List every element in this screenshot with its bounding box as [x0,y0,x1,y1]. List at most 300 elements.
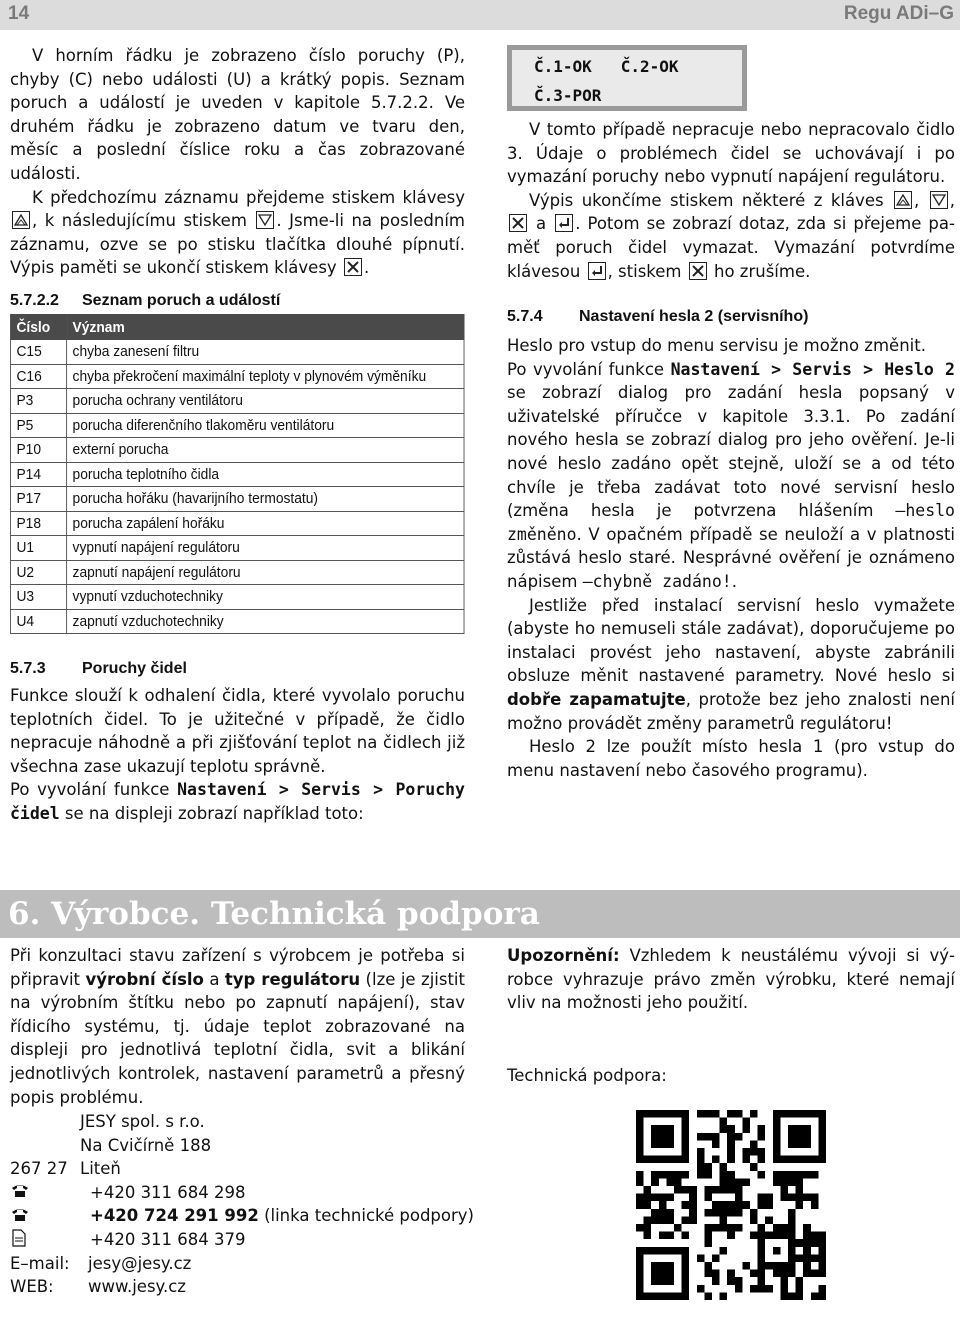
qr-module [644,1186,652,1194]
password-change-paragraph: Po vyvolání funkce Nastavení > Servis > Heslo 2 se zobrazí dialog pro zadání hesla popsaný v uživatelské příručce v kapitole 3.3.1. Po zadání nového hesla se zobrazí dialog pro jeho ověření. Je-li nové heslo zadáno opět stejně, uloží se a od této chvíle je třeba zadávat toto nové servisní heslo (změna hesla je potvrzena hlášením –heslo změněno. V opačném případě se neuloží a v platnosti zůstává heslo staré. Nesprávné ověření je oznámeno nápisem –chybně zadáno!. [507,359,955,591]
event-code: U4 [10,609,66,634]
qr-module [818,1133,826,1141]
qr-module [803,1232,811,1240]
lcd-line-1: Č.1-OK Č.2-OK [534,57,679,76]
qr-module [788,1292,796,1300]
event-code: P10 [10,438,66,463]
qr-module [704,1292,712,1300]
qr-module [735,1201,743,1209]
phone-icon [10,1182,30,1206]
qr-module [788,1216,796,1224]
qr-module [818,1270,826,1278]
qr-module [735,1133,743,1141]
qr-module [682,1285,690,1293]
event-meaning: zapnutí vzduchotechniky [67,609,464,634]
qr-module [682,1247,690,1255]
qr-module [780,1224,788,1232]
qr-module [803,1262,811,1270]
qr-module [644,1110,652,1118]
qr-module [758,1156,766,1164]
qr-module [773,1156,781,1164]
qr-module [758,1201,766,1209]
table-row [10,438,464,463]
qr-module [712,1201,720,1209]
event-code: P3 [10,389,66,414]
qr-module [674,1156,682,1164]
qr-module [742,1156,750,1164]
qr-module [636,1148,644,1156]
qr-module [796,1254,804,1262]
qr-module [651,1292,659,1300]
qr-module [674,1178,682,1186]
password-error-message: –chybně zadáno! [582,571,732,591]
qr-module [765,1216,773,1224]
qr-module [735,1285,743,1293]
qr-module [811,1239,819,1247]
qr-module [818,1148,826,1156]
qr-module [704,1224,712,1232]
qr-module [697,1285,705,1293]
qr-module [659,1110,667,1118]
qr-module [796,1110,804,1118]
qr-module [712,1270,720,1278]
qr-module [666,1125,674,1133]
qr-module [758,1171,766,1179]
qr-module [773,1110,781,1118]
qr-module [666,1247,674,1255]
qr-module [780,1262,788,1270]
event-meaning: porucha zapálení hořáku [67,511,464,536]
left-column-intro [10,44,465,280]
section-6-banner [0,890,960,938]
qr-module [720,1171,728,1179]
qr-module [682,1110,690,1118]
qr-module [773,1247,781,1255]
qr-module [666,1277,674,1285]
qr-module [796,1156,804,1164]
qr-module [636,1270,644,1278]
qr-module [811,1201,819,1209]
qr-module [773,1171,781,1179]
qr-module [773,1133,781,1141]
qr-module [750,1140,758,1148]
email-label: E–mail: [10,1253,70,1273]
qr-module [644,1201,652,1209]
qr-module [780,1156,788,1164]
qr-module [636,1201,644,1209]
qr-module [659,1247,667,1255]
section-6-title: 6. Výrobce. Technická podpora [8,896,540,932]
up-key-icon [894,191,912,209]
event-meaning: porucha diferenčního tlakoměru ventilátoru [67,413,464,438]
qr-module [689,1194,697,1202]
warning-paragraph: Upozornění: Vzhledem k neustálému vývoji si výrobce vyhrazuje právo změn výrobku, které nemají vliv na možnosti jeho použití. [507,946,955,1013]
qr-module [666,1232,674,1240]
qr-module [750,1216,758,1224]
qr-module [788,1194,796,1202]
qr-module [720,1216,728,1224]
qr-module [750,1285,758,1293]
qr-module [666,1171,674,1179]
qr-module [788,1209,796,1217]
qr-module [674,1247,682,1255]
qr-module [758,1277,766,1285]
qr-module [788,1178,796,1186]
qr-module [720,1224,728,1232]
qr-module [644,1232,652,1240]
qr-module [735,1209,743,1217]
qr-module [636,1292,644,1300]
event-code: U1 [10,536,66,561]
password-changed-message: –heslo změněno [507,501,955,544]
qr-module [720,1201,728,1209]
qr-module [704,1232,712,1240]
qr-module [682,1277,690,1285]
qr-module [773,1118,781,1126]
qr-module [758,1224,766,1232]
web-link[interactable]: www.jesy.cz [88,1277,186,1297]
qr-module [796,1171,804,1179]
qr-module [636,1140,644,1148]
up-key-icon [12,211,30,229]
qr-module [727,1277,735,1285]
qr-module [735,1277,743,1285]
event-meaning: chyba zanesení filtru [67,340,464,365]
qr-module [796,1285,804,1293]
qr-module [758,1148,766,1156]
qr-module [674,1292,682,1300]
qr-module [666,1216,674,1224]
qr-module [788,1232,796,1240]
lcd-line-2: Č.3-POR [534,86,602,105]
table-row [10,389,464,414]
qr-module [704,1110,712,1118]
qr-module [659,1232,667,1240]
qr-module [712,1224,720,1232]
contact-details [10,1110,480,1300]
enter-key-icon [555,214,573,232]
qr-module [773,1224,781,1232]
qr-module [735,1194,743,1202]
qr-module [697,1133,705,1141]
qr-module [659,1171,667,1179]
page-number: 14 [8,3,30,24]
qr-module [712,1110,720,1118]
cancel-key-icon [689,262,707,280]
section-heading-5722: 5.7.2.2 Seznam poruch a událostí [10,292,281,309]
event-meaning: porucha ochrany ventilátoru [67,389,464,414]
qr-module [758,1194,766,1202]
section-573-body [10,684,465,826]
qr-module [644,1156,652,1164]
table-row [10,560,464,585]
qr-module [780,1186,788,1194]
qr-module [682,1216,690,1224]
qr-module [651,1156,659,1164]
qr-module [780,1277,788,1285]
qr-module [651,1277,659,1285]
qr-module [803,1171,811,1179]
qr-module [758,1239,766,1247]
qr-module [636,1194,644,1202]
qr-module [727,1156,735,1164]
qr-module [704,1239,712,1247]
qr-module [659,1125,667,1133]
sensor-result-paragraph: V tomto případě nepracuje nebo nepracovalo čidlo 3. Údaje o problémech čidel se uchovávají i po vymazání poruchy nebo vypnutí napájení regulátoru. [507,120,955,187]
qr-module [636,1156,644,1164]
qr-module [796,1292,804,1300]
qr-module [682,1133,690,1141]
qr-module [811,1156,819,1164]
consultation-paragraph: Při konzultaci stavu zařízení s výrobcem je potřeba si připravit výrobní číslo a typ regulátoru (lze je zjistit na výrobním štítku nebo po zapnutí napájení), stav řídicího systému, tj. údaje teplot zobrazované na displeji pro jednotlivá teplotní čidla, svit a blikání jednotlivých kontrolek, nastavení parametrů a přesný popis problému. [10,946,465,1107]
support-label: Technická podpora: [507,1066,667,1085]
qr-module [636,1247,644,1255]
qr-module [750,1110,758,1118]
qr-module [727,1140,735,1148]
qr-module [682,1254,690,1262]
qr-module [682,1292,690,1300]
event-meaning: vypnutí napájení regulátoru [67,536,464,561]
menu-path: Nastavení > Servis > Heslo 2 [670,359,955,379]
qr-module [712,1209,720,1217]
qr-module [659,1270,667,1278]
qr-module [788,1239,796,1247]
qr-module [712,1254,720,1262]
qr-module [773,1262,781,1270]
qr-module [788,1262,796,1270]
down-key-icon [930,191,948,209]
qr-module [758,1247,766,1255]
qr-module [773,1125,781,1133]
qr-module [742,1148,750,1156]
qr-module [659,1201,667,1209]
qr-module [758,1262,766,1270]
event-code: P17 [10,487,66,512]
sensor-faults-paragraph: Funkce slouží k odhalení čidla, které vyvolalo poruchu teplotních čidel. To je užitečné v případě, že čidlo nepracuje náhodně a při zjišťování teplot na čidlech již všechna zase ukazují teplotu správně. [10,686,465,776]
qr-module [750,1209,758,1217]
qr-module [666,1110,674,1118]
qr-module [773,1178,781,1186]
qr-module [780,1171,788,1179]
qr-module [636,1125,644,1133]
qr-module [644,1247,652,1255]
qr-code[interactable] [636,1110,826,1300]
event-code: P18 [10,511,66,536]
qr-module [803,1239,811,1247]
company-name: JESY spol. s r.o. [80,1112,205,1131]
qr-module [697,1254,705,1262]
qr-module [651,1247,659,1255]
qr-module [803,1140,811,1148]
qr-module [742,1262,750,1270]
table-row [10,340,464,365]
column-header-number: Číslo [10,315,66,340]
qr-module [788,1133,796,1141]
qr-module [818,1262,826,1270]
qr-module [796,1125,804,1133]
event-code: P5 [10,413,66,438]
qr-module [636,1254,644,1262]
qr-module [750,1232,758,1240]
qr-module [704,1133,712,1141]
qr-module [720,1186,728,1194]
qr-module [758,1285,766,1293]
qr-module [689,1201,697,1209]
event-code: U3 [10,585,66,610]
table-row [10,462,464,487]
qr-module [704,1194,712,1202]
qr-module [803,1270,811,1278]
qr-module [712,1277,720,1285]
qr-module [682,1262,690,1270]
qr-module [803,1156,811,1164]
qr-module [689,1209,697,1217]
qr-module [697,1148,705,1156]
qr-module [720,1163,728,1171]
qr-module [682,1270,690,1278]
qr-module [712,1186,720,1194]
table-header-row [10,315,464,340]
qr-module [803,1224,811,1232]
qr-module [727,1186,735,1194]
event-meaning: porucha teplotního čidla [67,462,464,487]
qr-module [666,1209,674,1217]
qr-module [674,1171,682,1179]
street-address: Na Cvičírně 188 [80,1135,212,1155]
qr-module [704,1262,712,1270]
qr-module [811,1232,819,1240]
qr-module [659,1209,667,1217]
qr-module [651,1216,659,1224]
right-column-top [507,118,955,283]
qr-module [712,1140,720,1148]
qr-module [818,1156,826,1164]
phone-icon [10,1206,30,1230]
zip-code: 267 27 [10,1159,68,1179]
qr-module [803,1110,811,1118]
qr-module [742,1125,750,1133]
events-table [10,314,464,634]
section-heading-573: 5.7.3 Poruchy čidel [10,660,187,677]
qr-module [666,1194,674,1202]
password2-usage-paragraph: Heslo 2 lze použít místo hesla 1 (pro vstup do menu nastavení nebo časového programu). [507,737,955,780]
qr-module [704,1171,712,1179]
qr-module [796,1186,804,1194]
document-title: Regu ADi–G [843,3,954,24]
qr-module [659,1156,667,1164]
lcd-display [507,45,747,111]
qr-module [651,1110,659,1118]
qr-module [818,1292,826,1300]
qr-module [682,1148,690,1156]
qr-module [689,1186,697,1194]
event-code: C15 [10,340,66,365]
qr-module [659,1277,667,1285]
qr-module [682,1171,690,1179]
qr-module [651,1270,659,1278]
down-key-icon [256,211,274,229]
qr-module [803,1247,811,1255]
qr-module [788,1171,796,1179]
column-header-meaning: Význam [67,315,464,340]
qr-module [674,1186,682,1194]
table-row [10,585,464,610]
qr-module [818,1140,826,1148]
qr-module [720,1118,728,1126]
qr-module [735,1178,743,1186]
qr-module [773,1270,781,1278]
qr-module [697,1156,705,1164]
qr-module [727,1125,735,1133]
qr-module [742,1178,750,1186]
qr-module [765,1201,773,1209]
qr-module [803,1125,811,1133]
event-meaning: chyba překročení maximální teploty v plynovém výměníku [67,364,464,389]
section-heading-574: 5.7.4 Nastavení hesla 2 (servisního) [507,308,809,325]
qr-module [788,1125,796,1133]
support-phone[interactable]: +420 724 291 992 (linka technické podpory) [90,1206,474,1226]
qr-module [659,1140,667,1148]
event-code: U2 [10,560,66,585]
qr-module [727,1171,735,1179]
qr-module [636,1118,644,1126]
qr-module [818,1247,826,1255]
phone-number[interactable]: +420 311 684 298 [90,1182,246,1202]
qr-module [750,1163,758,1171]
qr-module [666,1178,674,1186]
qr-module [704,1163,712,1171]
qr-module [636,1262,644,1270]
qr-module [811,1171,819,1179]
qr-module [796,1201,804,1209]
qr-module [636,1171,644,1179]
page-header [0,0,960,30]
qr-module [780,1232,788,1240]
qr-module [651,1140,659,1148]
qr-module [796,1178,804,1186]
qr-module [644,1216,652,1224]
qr-module [758,1270,766,1278]
event-meaning: zapnutí napájení regulátoru [67,560,464,585]
fax-icon [12,1229,26,1254]
qr-module [697,1163,705,1171]
qr-module [758,1125,766,1133]
qr-module [720,1125,728,1133]
qr-module [765,1194,773,1202]
qr-module [818,1110,826,1118]
password-advice-paragraph: Jestliže před instalací servisní heslo vymažete (abyste ho nemuseli stále zadávat), doporučujeme po instalaci provést jeho nastavení, abyste zabránili obsluze měnit nastavené parametry. Nové heslo si dobře zapamatujte, protože bez jeho znalosti není možno provádět změny parametrů regulátoru! [507,595,955,733]
qr-module [636,1285,644,1293]
table-row [10,413,464,438]
event-meaning: externí porucha [67,438,464,463]
qr-module [727,1148,735,1156]
qr-module [666,1156,674,1164]
event-code: P14 [10,462,66,487]
qr-module [651,1262,659,1270]
table-row [10,364,464,389]
qr-module [651,1194,659,1202]
email-link[interactable]: jesy@jesy.cz [88,1253,192,1273]
qr-module [750,1270,758,1278]
qr-module [697,1110,705,1118]
qr-module [780,1178,788,1186]
qr-module [644,1224,652,1232]
qr-module [735,1186,743,1194]
qr-module [818,1125,826,1133]
qr-module [636,1224,644,1232]
qr-module [712,1133,720,1141]
qr-module [765,1285,773,1293]
